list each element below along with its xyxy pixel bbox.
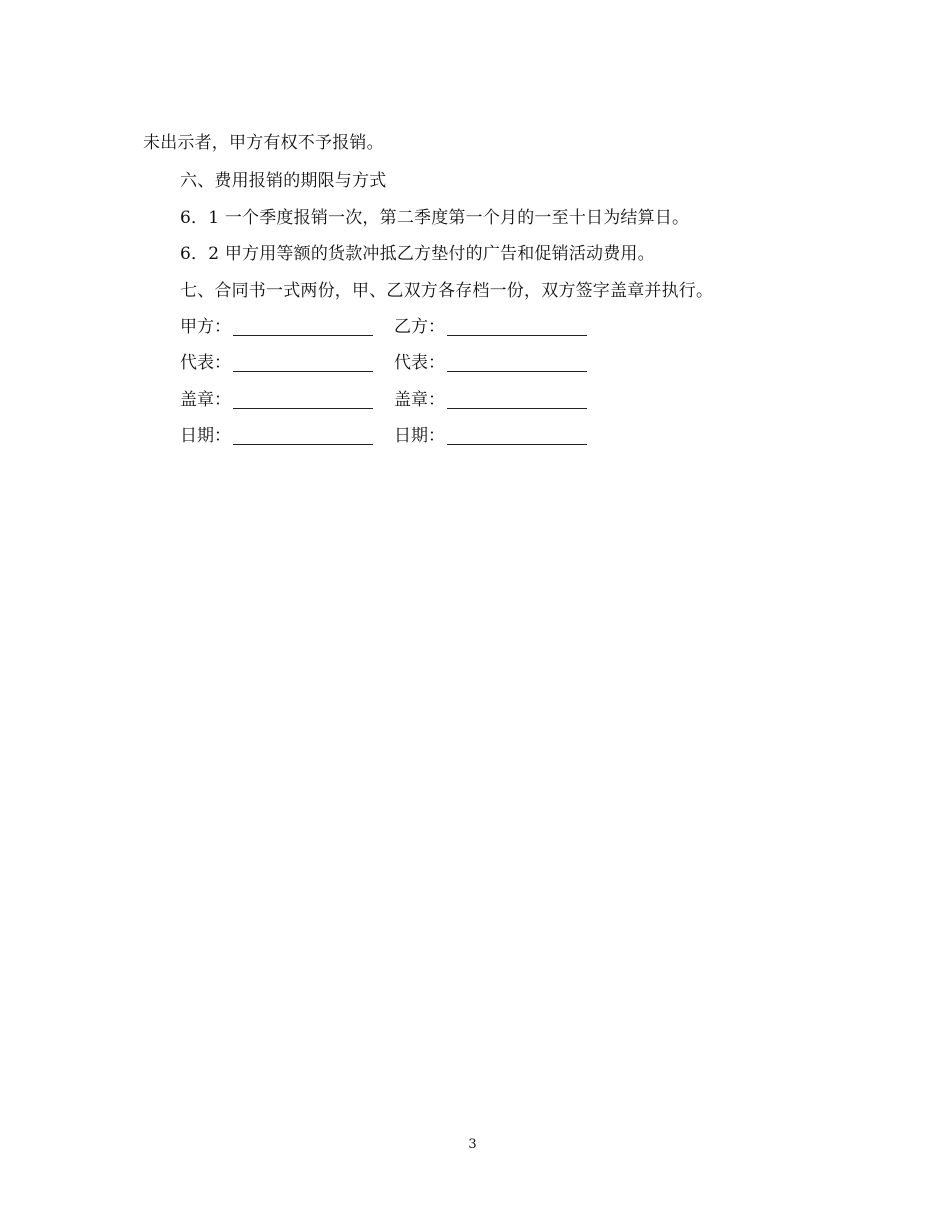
party-a-blank-line <box>233 316 373 336</box>
signature-row-party <box>180 316 610 338</box>
signature-row-date <box>180 425 610 447</box>
party-a-representative-blank-line <box>233 352 373 372</box>
party-a-representative-field <box>180 352 373 374</box>
signature-row-representative <box>180 352 610 374</box>
party-a-seal-blank-line <box>233 389 373 409</box>
page-number: 3 <box>468 1137 477 1152</box>
party-a-date-field <box>180 425 373 447</box>
party-a-seal-field <box>180 389 373 411</box>
party-b-field <box>394 316 587 338</box>
section-seven-clause: 七、合同书一式两份，甲、乙双方各存档一份，双方签字盖章并执行。 <box>180 281 714 301</box>
signature-row-seal <box>180 389 610 411</box>
clause-6-2: 6．2 甲方用等额的货款冲抵乙方垫付的广告和促销活动费用。 <box>180 244 655 264</box>
party-b-seal-field <box>394 389 587 411</box>
party-b-date-blank-line <box>447 425 587 445</box>
party-b-representative-field <box>394 352 587 374</box>
party-b-representative-blank-line <box>447 352 587 372</box>
party-a-label: 甲方： <box>180 317 231 337</box>
party-b-blank-line <box>447 316 587 336</box>
party-a-field <box>180 316 373 338</box>
party-b-seal-blank-line <box>447 389 587 409</box>
party-b-representative-label: 代表： <box>394 353 445 373</box>
party-b-date-field <box>394 425 587 447</box>
party-a-date-label: 日期： <box>180 426 231 446</box>
section-six-heading: 六、费用报销的期限与方式 <box>180 171 387 191</box>
party-a-representative-label: 代表： <box>180 353 231 373</box>
party-b-label: 乙方： <box>394 317 445 337</box>
clause-6-1: 6．1 一个季度报销一次，第二季度第一个月的一至十日为结算日。 <box>180 208 690 228</box>
party-b-seal-label: 盖章： <box>394 390 445 410</box>
paragraph-reimbursement-note: 未出示者，甲方有权不予报销。 <box>143 133 384 153</box>
party-b-date-label: 日期： <box>394 426 445 446</box>
party-a-seal-label: 盖章： <box>180 390 231 410</box>
party-a-date-blank-line <box>233 425 373 445</box>
